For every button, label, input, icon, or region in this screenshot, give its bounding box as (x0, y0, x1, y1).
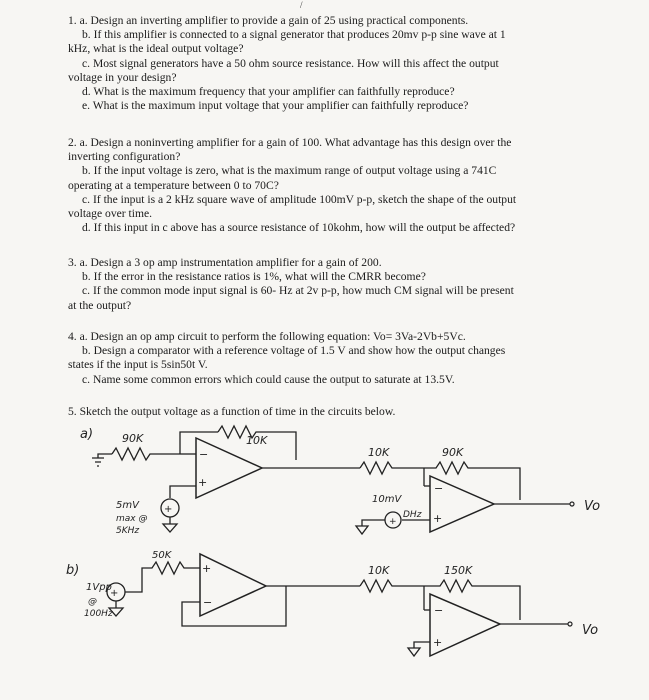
src-b-line1: 1Vpp (86, 582, 112, 593)
circuit-a (80, 426, 600, 536)
label-a-out: Vo (584, 499, 601, 514)
q4-c: c. Name some common errors which could cause the output to saturate at 13.5V. (82, 372, 455, 386)
src-a2-line2: DHz (403, 510, 422, 520)
wire-b1-feedback (182, 586, 286, 626)
q1-a: 1. a. Design an inverting amplifier to provide a gain of 25 using practical components. (68, 14, 469, 27)
question-3 (68, 256, 628, 313)
q1-c-line1: c. Most signal generators have a 50 ohm source resistance. How will this affect the output (82, 56, 499, 70)
q1-b-line2: kHz, what is the ideal output voltage? (68, 42, 244, 56)
resistor-b-r2 (360, 580, 424, 592)
opamp-a2-plus: + (433, 512, 443, 525)
q3-c-line1: c. If the common mode input signal is 60- Hz at 2v p-p, how much CM signal will be present (82, 284, 514, 298)
circuit-b-label: b) (66, 563, 80, 578)
q5-text: 5. Sketch the output voltage as a function of time in the circuits below. (68, 405, 396, 418)
src-a1-line3: 5KHz (116, 526, 140, 536)
q3-b: b. If the error in the resistance ratios is 1%, what will the CMRR become? (82, 270, 426, 284)
q2-c-line2: voltage over time. (68, 207, 153, 221)
label-b-out: Vo (582, 623, 599, 638)
q3-a: 3. a. Design a 3 op amp instrumentation amplifier for a gain of 200. (68, 256, 382, 269)
label-a-rf: 10K (246, 434, 268, 447)
opamp-b1-minus: − (203, 596, 213, 609)
opamp-a1-plus: + (198, 476, 208, 489)
q2-d: d. If this input in c above has a source resistance of 10kohm, how will the output be affected? (82, 221, 516, 235)
opamp-a1 (196, 438, 262, 498)
input-ground-a (92, 458, 104, 466)
source-a1-plus: + (164, 504, 173, 515)
label-a-rf2: 90K (442, 446, 464, 459)
circuit-a-label: a) (80, 427, 94, 442)
src-a1-line2: max @ (116, 514, 148, 524)
top-mark: / (300, 0, 303, 10)
label-b-r2: 10K (368, 564, 390, 577)
label-a-rin: 90K (122, 432, 144, 445)
q4-b-line2: states if the input is 5sin50t V. (68, 358, 208, 372)
opamp-a1-minus: − (199, 448, 209, 461)
resistor-b-rin (125, 562, 200, 592)
question-4 (68, 330, 628, 387)
question-1 (68, 14, 628, 113)
q2-b-line2: operating at a temperature between 0 to 70C? (68, 178, 279, 192)
q3-c-line2: at the output? (68, 298, 132, 312)
wire-a1-plus (170, 486, 196, 498)
ground-a1 (163, 517, 177, 532)
src-a1-line1: 5mV (116, 500, 139, 511)
label-b-rin: 50K (152, 550, 172, 561)
q1-b-line1: b. If this amplifier is connected to a signal generator that produces 20mv p-p sine wave at 1 (82, 28, 506, 42)
src-b-line3: 100Hz (84, 609, 113, 619)
q1-e: e. What is the maximum input voltage that your amplifier can faithfully reproduce? (82, 99, 469, 113)
output-terminal-a (570, 502, 574, 506)
q4-a: 4. a. Design an op amp circuit to perform the following equation: Vo= 3Va-2Vb+5Vc. (68, 330, 466, 343)
ground-a2 (356, 520, 385, 534)
source-a2-plus: + (389, 517, 397, 527)
resistor-a-rin (112, 448, 180, 460)
src-a2-line1: 10mV (372, 494, 402, 505)
q2-b-line1: b. If the input voltage is zero, what is the maximum range of output voltage using a 741C (82, 164, 497, 178)
resistor-a-r2 (360, 462, 424, 474)
opamp-b2-minus: − (434, 604, 444, 617)
output-terminal-b (568, 622, 572, 626)
q1-c-line2: voltage in your design? (68, 70, 177, 84)
circuit-diagrams (0, 420, 649, 700)
label-b-rf2: 150K (444, 564, 473, 577)
opamp-a2-minus: − (434, 482, 444, 495)
source-b-plus: + (110, 588, 119, 599)
q2-c-line1: c. If the input is a 2 kHz square wave of amplitude 100mV p-p, sketch the shape of the output (82, 192, 517, 206)
opamp-b2-plus: + (433, 636, 443, 649)
label-a-r2: 10K (368, 446, 390, 459)
q4-b-line1: b. Design a comparator with a reference voltage of 1.5 V and show how the output changes (82, 344, 506, 358)
q1-d: d. What is the maximum frequency that your amplifier can faithfully reproduce? (82, 85, 455, 99)
opamp-b1-plus: + (202, 562, 212, 575)
circuit-b (66, 550, 598, 656)
src-b-line2: @ (88, 597, 97, 607)
question-5 (68, 405, 628, 419)
question-2 (68, 136, 628, 235)
ground-b2 (408, 642, 430, 656)
q2-a-line2: inverting configuration? (68, 150, 181, 164)
q2-a-line1: 2. a. Design a noninverting amplifier for a gain of 100. What advantage has this design over the (68, 136, 512, 149)
